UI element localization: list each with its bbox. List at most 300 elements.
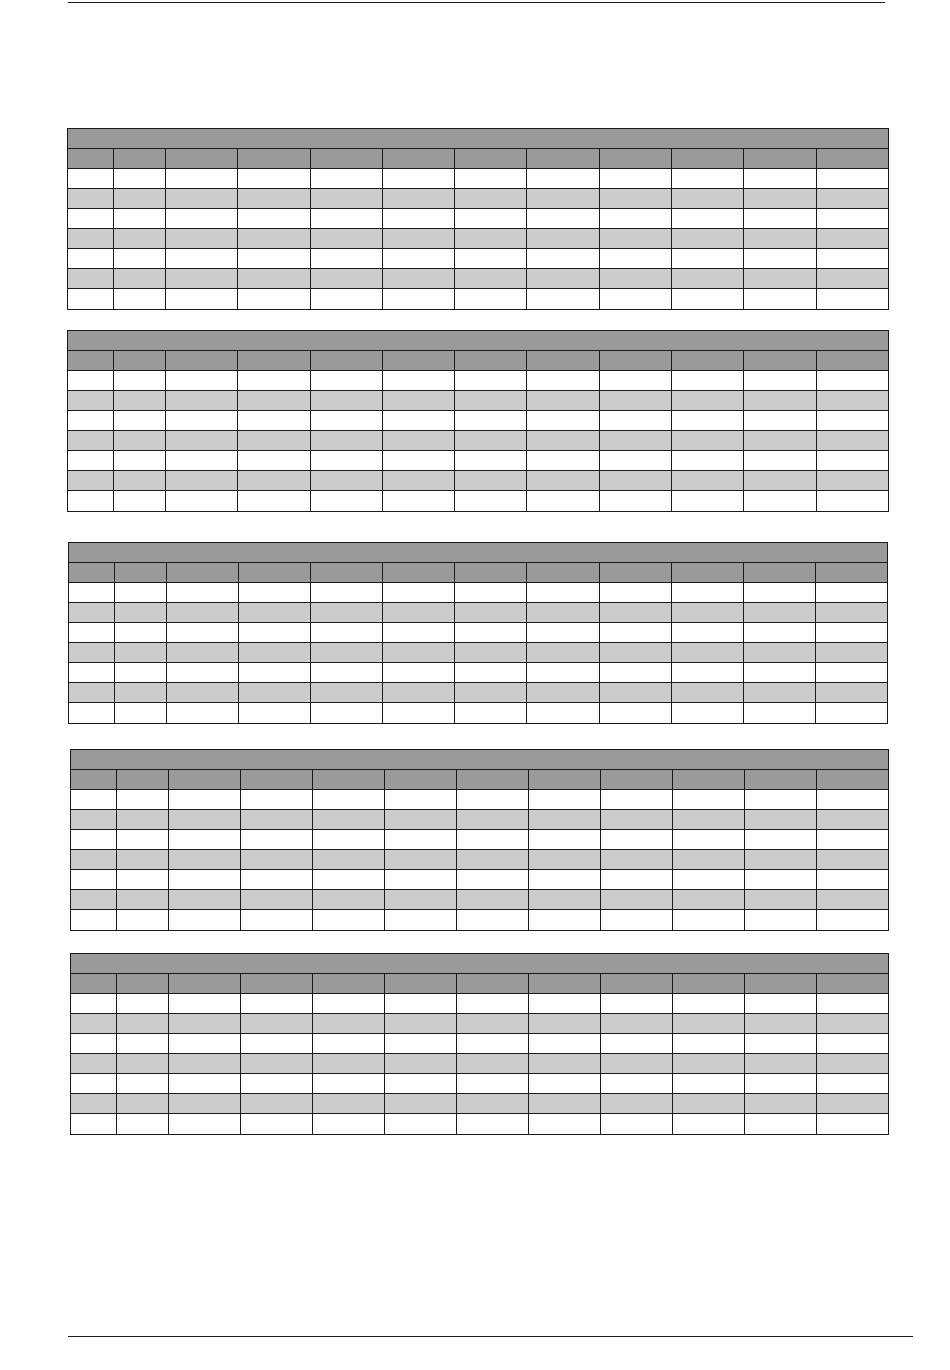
table-cell	[383, 471, 455, 490]
header-cell	[527, 351, 599, 370]
table-cell	[69, 703, 115, 723]
table-cell	[457, 850, 529, 869]
table-cell	[114, 391, 166, 410]
table-cell	[601, 810, 673, 829]
table-cell	[527, 229, 599, 248]
table-cell	[313, 1054, 385, 1073]
header-cell	[117, 770, 169, 789]
table-cell	[600, 623, 672, 642]
table-cell	[311, 471, 383, 490]
table-cell	[672, 169, 744, 188]
table-cell	[239, 583, 311, 602]
table-cell	[817, 249, 888, 268]
header-cell	[745, 974, 817, 993]
table-cell	[600, 249, 672, 268]
table-cell	[385, 810, 457, 829]
table-cell	[673, 910, 745, 930]
table-cell	[817, 890, 888, 909]
table-cell	[311, 623, 383, 642]
table-cell	[117, 850, 169, 869]
table-cell	[68, 249, 114, 268]
table-cell	[672, 663, 744, 682]
table-cell	[114, 189, 166, 208]
table-cell	[313, 1014, 385, 1033]
table-cell	[744, 683, 816, 702]
table-cell	[117, 910, 169, 930]
table-cell	[71, 850, 117, 869]
table-cell	[455, 249, 527, 268]
table-cell	[117, 1034, 169, 1053]
table-cell	[745, 1094, 817, 1113]
table-cell	[239, 663, 311, 682]
table-cell	[241, 870, 313, 889]
table-cell	[455, 683, 527, 702]
table-cell	[817, 471, 888, 490]
table-cell	[600, 189, 672, 208]
table-cell	[69, 683, 115, 702]
table-cell	[455, 189, 527, 208]
table-cell	[383, 643, 455, 662]
table-cell	[69, 663, 115, 682]
table-cell	[455, 603, 527, 622]
table-cell	[169, 1034, 241, 1053]
table-cell	[672, 189, 744, 208]
table-cell	[311, 169, 383, 188]
table-cell	[673, 790, 745, 809]
table-cell	[238, 249, 310, 268]
header-cell	[167, 563, 239, 582]
table-cell	[169, 994, 241, 1013]
table-cell	[238, 471, 310, 490]
table-cell	[117, 830, 169, 849]
table-row	[71, 1074, 888, 1094]
header-cell	[600, 563, 672, 582]
table-cell	[817, 850, 888, 869]
table-row	[71, 850, 888, 870]
table-cell	[313, 1094, 385, 1113]
table-cell	[114, 209, 166, 228]
table-cell	[817, 169, 888, 188]
table-cell	[166, 229, 238, 248]
table-cell	[817, 491, 888, 511]
table-cell	[529, 910, 601, 930]
table-cell	[527, 603, 599, 622]
table-cell	[383, 603, 455, 622]
table-cell	[115, 703, 167, 723]
table-cell	[383, 623, 455, 642]
table-cell	[672, 229, 744, 248]
table-cell	[311, 411, 383, 430]
table-cell	[69, 623, 115, 642]
table-cell	[745, 1114, 817, 1134]
table-cell	[241, 830, 313, 849]
table-cell	[673, 810, 745, 829]
table-cell	[311, 663, 383, 682]
table-cell	[311, 431, 383, 450]
table-cell	[313, 994, 385, 1013]
table-cell	[816, 623, 887, 642]
table-cell	[166, 169, 238, 188]
header-cell	[169, 770, 241, 789]
table-cell	[744, 391, 816, 410]
table-row	[68, 189, 888, 209]
table-cell	[744, 471, 816, 490]
table-cell	[166, 209, 238, 228]
table-cell	[744, 269, 816, 288]
table-cell	[114, 491, 166, 511]
table-cell	[673, 1034, 745, 1053]
table-cell	[69, 603, 115, 622]
table-cell	[527, 703, 599, 723]
table-cell	[817, 391, 888, 410]
table-cell	[455, 391, 527, 410]
table-cell	[239, 703, 311, 723]
table-cell	[166, 371, 238, 390]
header-cell	[527, 149, 599, 168]
table-cell	[744, 663, 816, 682]
table-cell	[238, 209, 310, 228]
table-row	[68, 471, 888, 491]
top-rule	[68, 2, 885, 3]
table-cell	[817, 431, 888, 450]
table-cell	[385, 830, 457, 849]
table-cell	[673, 890, 745, 909]
table-cell	[817, 209, 888, 228]
table-cell	[745, 890, 817, 909]
table-row	[71, 870, 888, 890]
table-cell	[311, 391, 383, 410]
header-cell	[311, 563, 383, 582]
table-cell	[313, 830, 385, 849]
header-cell	[69, 563, 115, 582]
table-cell	[600, 603, 672, 622]
table-cell	[745, 790, 817, 809]
table-cell	[69, 643, 115, 662]
header-cell	[383, 351, 455, 370]
table-cell	[71, 890, 117, 909]
table-cell	[167, 663, 239, 682]
grid-table	[67, 330, 889, 512]
table-cell	[169, 890, 241, 909]
table-cell	[68, 269, 114, 288]
table-cell	[672, 249, 744, 268]
table-cell	[601, 994, 673, 1013]
table-row	[68, 431, 888, 451]
table-cell	[744, 371, 816, 390]
table-cell	[313, 870, 385, 889]
table-cell	[169, 1054, 241, 1073]
table-cell	[817, 1074, 888, 1093]
table-cell	[745, 870, 817, 889]
table-cell	[672, 623, 744, 642]
header-cell	[455, 563, 527, 582]
table-cell	[527, 371, 599, 390]
table-cell	[167, 623, 239, 642]
header-cell	[673, 770, 745, 789]
table-cell	[385, 1094, 457, 1113]
header-cell	[600, 351, 672, 370]
table-cell	[457, 1114, 529, 1134]
table-cell	[673, 1054, 745, 1073]
table-cell	[745, 910, 817, 930]
table-cell	[455, 583, 527, 602]
table-cell	[744, 249, 816, 268]
table-cell	[527, 683, 599, 702]
table-cell	[311, 603, 383, 622]
table-cell	[457, 994, 529, 1013]
table-cell	[383, 209, 455, 228]
table-header-row	[68, 149, 888, 169]
table-cell	[238, 289, 310, 309]
table-cell	[527, 249, 599, 268]
table-cell	[169, 1014, 241, 1033]
table-cell	[68, 169, 114, 188]
table-cell	[457, 1074, 529, 1093]
table-row	[69, 623, 887, 643]
table-row	[69, 643, 887, 663]
table-cell	[745, 830, 817, 849]
table-cell	[71, 1014, 117, 1033]
bottom-rule	[68, 1336, 913, 1337]
table-cell	[816, 683, 887, 702]
header-cell	[241, 770, 313, 789]
table-row	[69, 703, 887, 723]
table-cell	[745, 1074, 817, 1093]
table-cell	[601, 790, 673, 809]
table-cell	[601, 1094, 673, 1113]
table-cell	[744, 289, 816, 309]
table-cell	[115, 663, 167, 682]
table-cell	[745, 850, 817, 869]
table-cell	[744, 209, 816, 228]
table-row	[71, 790, 888, 810]
table-cell	[68, 451, 114, 470]
table-cell	[673, 994, 745, 1013]
table-cell	[114, 411, 166, 430]
table-cell	[455, 431, 527, 450]
table-cell	[311, 583, 383, 602]
table-cell	[600, 431, 672, 450]
table-cell	[68, 289, 114, 309]
table-cell	[600, 491, 672, 511]
table-cell	[529, 890, 601, 909]
header-cell	[817, 149, 888, 168]
table-cell	[241, 910, 313, 930]
table-row	[71, 830, 888, 850]
table-cell	[169, 830, 241, 849]
table-cell	[527, 471, 599, 490]
table-cell	[114, 289, 166, 309]
table-cell	[744, 623, 816, 642]
table-cell	[115, 583, 167, 602]
table-cell	[313, 850, 385, 869]
table-cell	[68, 431, 114, 450]
table-cell	[313, 790, 385, 809]
table-row	[71, 890, 888, 910]
header-cell	[817, 351, 888, 370]
table-cell	[457, 790, 529, 809]
table-cell	[673, 850, 745, 869]
table-cell	[529, 1094, 601, 1113]
table-cell	[117, 870, 169, 889]
table-header-row	[68, 351, 888, 371]
table-cell	[313, 890, 385, 909]
table-cell	[673, 830, 745, 849]
table-cell	[817, 910, 888, 930]
table-cell	[239, 643, 311, 662]
table-cell	[241, 810, 313, 829]
table-cell	[600, 229, 672, 248]
table-cell	[744, 583, 816, 602]
table-cell	[167, 583, 239, 602]
header-cell	[385, 770, 457, 789]
table-cell	[527, 451, 599, 470]
table-cell	[455, 371, 527, 390]
table-cell	[817, 371, 888, 390]
table-cell	[600, 703, 672, 723]
table-cell	[71, 790, 117, 809]
table-cell	[241, 1014, 313, 1033]
table-cell	[69, 583, 115, 602]
table-cell	[744, 451, 816, 470]
table-title-bar	[71, 954, 888, 974]
table-cell	[311, 229, 383, 248]
table-cell	[117, 810, 169, 829]
table-cell	[71, 810, 117, 829]
table-cell	[600, 583, 672, 602]
table-cell	[455, 703, 527, 723]
table-cell	[672, 703, 744, 723]
table-cell	[115, 603, 167, 622]
table-cell	[527, 269, 599, 288]
table-row	[71, 994, 888, 1014]
table-cell	[71, 910, 117, 930]
header-cell	[745, 770, 817, 789]
table-title-bar	[68, 331, 888, 351]
table-cell	[68, 471, 114, 490]
table-cell	[383, 663, 455, 682]
table-cell	[115, 623, 167, 642]
table-row	[69, 663, 887, 683]
table-cell	[68, 189, 114, 208]
table-cell	[672, 471, 744, 490]
header-cell	[383, 149, 455, 168]
header-cell	[311, 149, 383, 168]
table-cell	[527, 663, 599, 682]
table-cell	[817, 810, 888, 829]
table-cell	[817, 269, 888, 288]
table-cell	[117, 1094, 169, 1113]
table-cell	[68, 209, 114, 228]
table-row	[71, 1114, 888, 1134]
table-cell	[169, 850, 241, 869]
table-cell	[817, 790, 888, 809]
table-cell	[744, 229, 816, 248]
table-cell	[529, 1074, 601, 1093]
table-row	[69, 683, 887, 703]
table-cell	[817, 1014, 888, 1033]
header-cell	[601, 974, 673, 993]
table-cell	[166, 391, 238, 410]
table-cell	[238, 169, 310, 188]
table-cell	[68, 491, 114, 511]
table-cell	[672, 643, 744, 662]
table-cell	[239, 623, 311, 642]
table-cell	[601, 910, 673, 930]
table-cell	[527, 189, 599, 208]
table-cell	[385, 870, 457, 889]
table-cell	[600, 643, 672, 662]
table-cell	[672, 603, 744, 622]
table-cell	[166, 431, 238, 450]
table-cell	[115, 683, 167, 702]
table-cell	[817, 451, 888, 470]
grid-table	[68, 542, 888, 724]
table-row	[68, 491, 888, 511]
table-cell	[600, 269, 672, 288]
table-cell	[672, 431, 744, 450]
header-cell	[455, 351, 527, 370]
table-cell	[169, 910, 241, 930]
table-cell	[114, 431, 166, 450]
table-cell	[527, 169, 599, 188]
table-row	[68, 229, 888, 249]
table-cell	[673, 1074, 745, 1093]
grid-table	[70, 749, 889, 931]
table-cell	[673, 870, 745, 889]
table-cell	[167, 603, 239, 622]
table-cell	[311, 451, 383, 470]
table-cell	[601, 1034, 673, 1053]
table-cell	[385, 1074, 457, 1093]
table-cell	[241, 994, 313, 1013]
header-cell	[527, 563, 599, 582]
table-cell	[816, 703, 887, 723]
table-cell	[600, 663, 672, 682]
header-cell	[169, 974, 241, 993]
table-cell	[383, 229, 455, 248]
table-cell	[527, 391, 599, 410]
header-cell	[817, 974, 888, 993]
table-cell	[455, 169, 527, 188]
table-cell	[114, 249, 166, 268]
table-row	[68, 411, 888, 431]
table-cell	[745, 1054, 817, 1073]
table-cell	[744, 491, 816, 511]
table-cell	[68, 411, 114, 430]
table-cell	[383, 583, 455, 602]
table-cell	[238, 189, 310, 208]
table-row	[68, 269, 888, 289]
table-row	[68, 209, 888, 229]
table-cell	[385, 850, 457, 869]
table-cell	[68, 371, 114, 390]
table-cell	[239, 603, 311, 622]
table-cell	[672, 491, 744, 511]
table-cell	[166, 471, 238, 490]
table-cell	[117, 790, 169, 809]
header-cell	[313, 770, 385, 789]
table-cell	[71, 1094, 117, 1113]
table-cell	[114, 471, 166, 490]
table-cell	[241, 850, 313, 869]
table-cell	[745, 810, 817, 829]
table-cell	[600, 451, 672, 470]
table-cell	[816, 663, 887, 682]
table-cell	[241, 1074, 313, 1093]
table-cell	[385, 1014, 457, 1033]
table-cell	[601, 1054, 673, 1073]
